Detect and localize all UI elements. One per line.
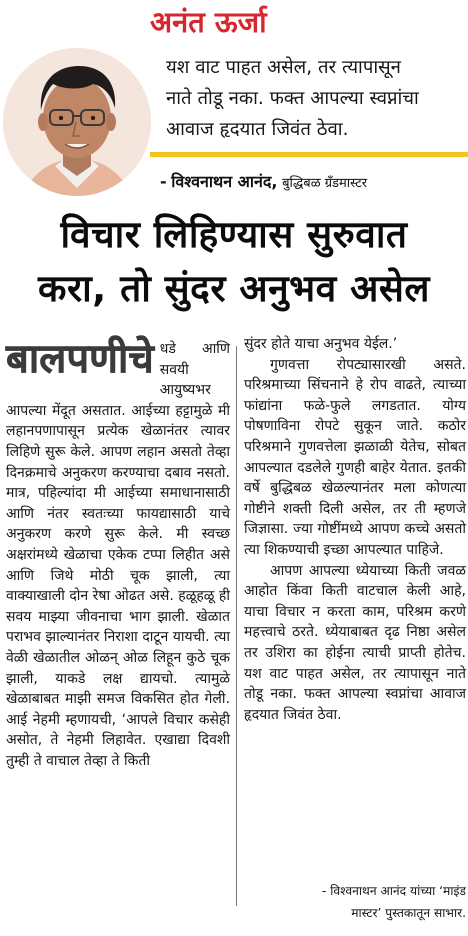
article-column-left — [6, 335, 230, 771]
column-divider — [236, 346, 237, 906]
attribution-name: विश्वनाथन आनंद, — [171, 172, 278, 191]
quote-divider — [150, 152, 468, 157]
article-column-right — [244, 334, 466, 725]
portrait-image — [3, 48, 151, 196]
quote-line: यश वाट पाहत असेल, तर त्यापासून — [166, 57, 401, 78]
featured-quote — [166, 52, 462, 145]
credit-line: - विश्वनाथन आनंद यांच्या ‘माइंड — [321, 884, 466, 898]
headline-line-1: विचार लिहिण्यास सुरुवात — [60, 213, 408, 256]
attribution-dash: - — [160, 172, 167, 191]
column-title: अनंत ऊर्जा — [150, 5, 267, 39]
quote-line: नाते तोडू नका. फक्त आपल्या स्वप्नांचा — [166, 88, 419, 109]
headline — [0, 208, 468, 316]
headline-line-2: करा, तो सुंदर अनुभव असेल — [38, 267, 430, 310]
dropcap-word: बालपणीचे — [6, 335, 154, 382]
quote-line: आवाज हृदयात जिवंत ठेवा. — [166, 119, 349, 140]
quote-attribution — [160, 170, 460, 196]
article-paragraph: धडे आणि सवयी आयुष्यभर आपल्या मेंदूत असतात. आईच्या हट्टामुळे मी लहानपणापासून प्रत्येक खेळानंतर त्यावर लिहिणे सुरू केले. आपण लहान असतो तेव्हा दिनक्रमाचे अनुकरण करण्याचा दबाव नसतो. मात्र, पहिल्यांदा मी आईच्या समाधानासाठी आणि नंतर स्वतःच्या फायद्यासाठी याचे अनुकरण करणे सुरू केले. मी स्वच्छ अक्षरांमध्ये खेळाचा एकेक टप्पा लिहीत असे आणि जिथे मोठी चूक झाली, त्या वाक्याखाली दोन रेषा ओढत असे. हळूहळू ही सवय माझ्या जीवनाचा भाग झाली. खेळात पराभव झाल्यानंतर निराशा दाटून यायची. त्या वेळी खेळातील ओळन् ओळ लिहून कुठे चूक झाली, याकडे लक्ष द्यायचो. त्यामुळे खेळाबाबत माझी समज विकसित होत गेली. आई नेहमी म्हणायची, ‘आपले विचार कसेही असोत, ते नेहमी लिहावेत. एखाद्या दिवशी तुम्ही ते वाचाल तेव्हा ते किती — [6, 341, 230, 769]
article-paragraph: आपण आपल्या ध्येयाच्या किती जवळ आहोत किंवा किती वाटचाल केली आहे, याचा विचार न करता काम, परिश्रम करणे महत्त्वाचे ठरते. ध्येयाबाबत दृढ निष्ठा असेल तर उशिरा का होईना त्याची प्राप्ती होतेच. यश वाट पाहत असेल, तर त्यापासून नाते तोडू नका. फक्त आपल्या स्वप्नांचा आवाज हृदयात जिवंत ठेवा. — [244, 562, 466, 723]
source-credit — [244, 880, 466, 924]
article-paragraph: सुंदर होते याचा अनुभव येईल.’ — [244, 336, 398, 352]
credit-line: मास्टर’ पुस्तकातून साभार. — [351, 906, 466, 920]
attribution-role: बुद्धिबळ ग्रँडमास्टर — [282, 176, 368, 191]
author-portrait — [3, 48, 151, 196]
article-paragraph: गुणवत्ता रोपट्यासारखी असते. परिश्रमाच्या सिंचनाने हे रोप वाढते, त्याच्या फांद्यांना फळे-फुले लगडतात. योग्य पोषणाविना रोपटे सुकून जाते. कठोर परिश्रमाने गुणवत्तेला झळाळी येतेच, सोबत आपल्यात दडलेले गुणही बाहेर येतात. इतकी वर्षे बुद्धिबळ खेळल्यानंतर मला कोणत्या गोष्टीने शक्ती दिली असेल, तर ती म्हणजे जिज्ञासा. ज्या गोष्टींमध्ये आपण कच्चे असतो त्या शिकण्याची इच्छा आपल्यात पाहिजे. — [244, 356, 466, 558]
